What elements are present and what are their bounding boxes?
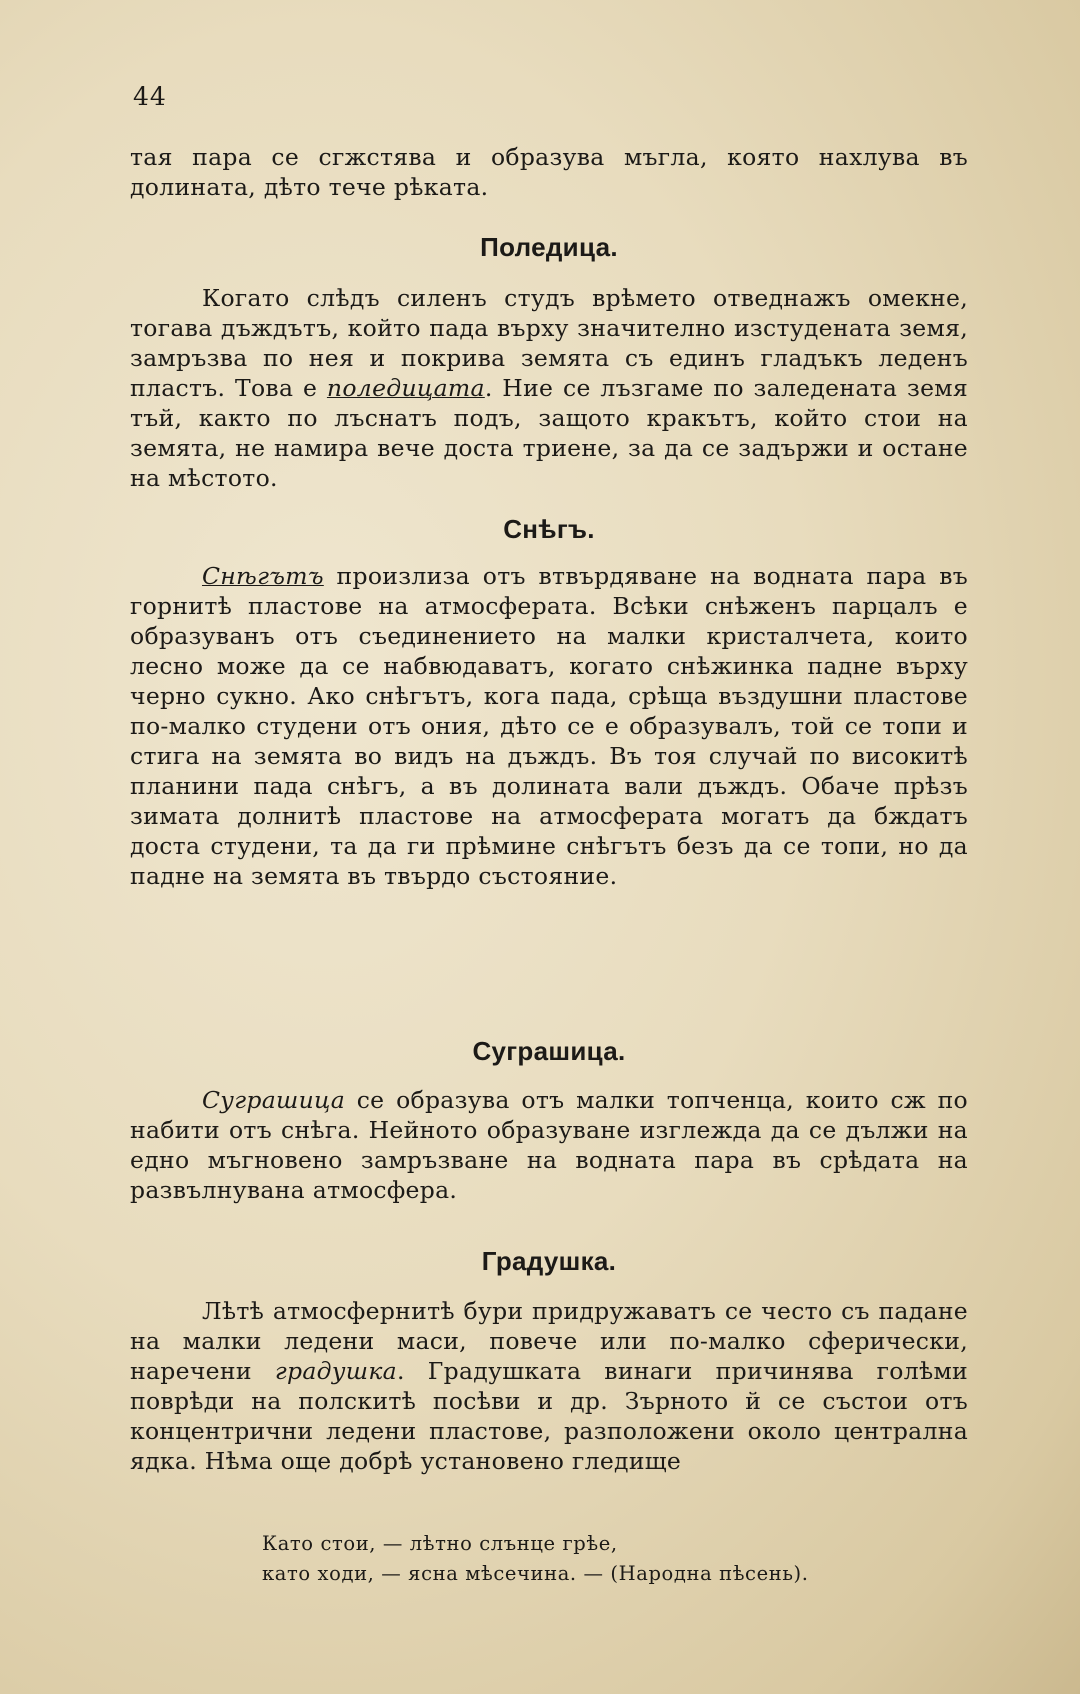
term-emphasis: Снѣгътъ — [202, 562, 324, 590]
section-text-before: Когато слѣдъ силенъ студъ врѣмето отведнажъ омекне, тогава дъждътъ, който пада върху значително изстудената земя, замръзва по нея и покрива земята съ единъ гладъкъ леденъ пластъ. Това е — [130, 284, 968, 402]
term-emphasis: Суграшица — [202, 1086, 346, 1114]
page-number: 44 — [133, 82, 167, 111]
section-title-poledica: Поледица. — [480, 232, 618, 262]
section-title-sneg: Снѣгъ. — [503, 514, 595, 544]
section-text-after: се образува отъ малки топченца, които сж по набити отъ снѣга. Нейното образуване изглежда да се дължи на едно мъгновено замръзване на водната пара въ срѣдата на развълнувана атмосфера. — [130, 1086, 968, 1204]
footnote-quote — [262, 1529, 809, 1589]
section-body-sneg — [130, 561, 968, 891]
term-emphasis: градушка — [274, 1357, 397, 1385]
section-text-after: . Градушката винаги причинява голѣми поврѣди на полскитѣ посѣви и др. Зърното й се състои отъ концентрични ледени пластове, разположени около централна ядка. Нѣма още добрѣ установено гледище — [130, 1357, 968, 1475]
section-text-after: произлиза отъ втвърдяване на водната пара въ горнитѣ пластове на атмосферата. Всѣки снѣженъ парцалъ е образуванъ отъ съединението на малки кристалчета, които лесно може да се набвюдаватъ, когато снѣжинка падне върху черно сукно. Ако снѣгътъ, кога пада, срѣща въздушни пластове по-малко студени отъ ония, дѣто се е образувалъ, той се топи и стига на земята во видъ на дъждъ. Въ тоя случай по високитѣ планини пада снѣгъ, а въ долината вали дъждъ. Обаче прѣзъ зимата долнитѣ пластове на атмосферата могатъ да бждатъ доста студени, та да ги прѣмине снѣгътъ безъ да се топи, но да падне на земята въ твърдо състояние. — [130, 562, 968, 890]
section-text-before: Лѣтѣ атмосфернитѣ бури придружаватъ се често съ падане на малки ледени маси, повече или по-малко сферически, наречени — [130, 1297, 968, 1385]
section-body-sugrashica — [130, 1085, 968, 1205]
footnote-line-2: като ходи, — ясна мѣсечина. — (Народна пѣсень). — [262, 1562, 809, 1585]
section-title-sugrashica: Суграшица. — [472, 1036, 626, 1066]
term-emphasis: поледицата — [326, 374, 485, 402]
section-text-after: . Ние се лъзгаме по заледената земя тъй, както по лъснатъ подъ, защото кракътъ, който стои на земята, не намира вече доста триене, за да се задържи и остане на мѣстото. — [130, 374, 968, 492]
section-title-gradushka: Градушка. — [481, 1246, 617, 1276]
section-body-poledica — [130, 283, 968, 493]
intro-text: тая пара се сгжстява и образува мъгла, която нахлува въ долината, дѣто тече рѣката. — [130, 143, 968, 201]
footnote-line-1: Като стои, — лѣтно слънце грѣе, — [262, 1532, 618, 1555]
intro-paragraph — [130, 142, 968, 202]
section-body-gradushka — [130, 1296, 968, 1476]
